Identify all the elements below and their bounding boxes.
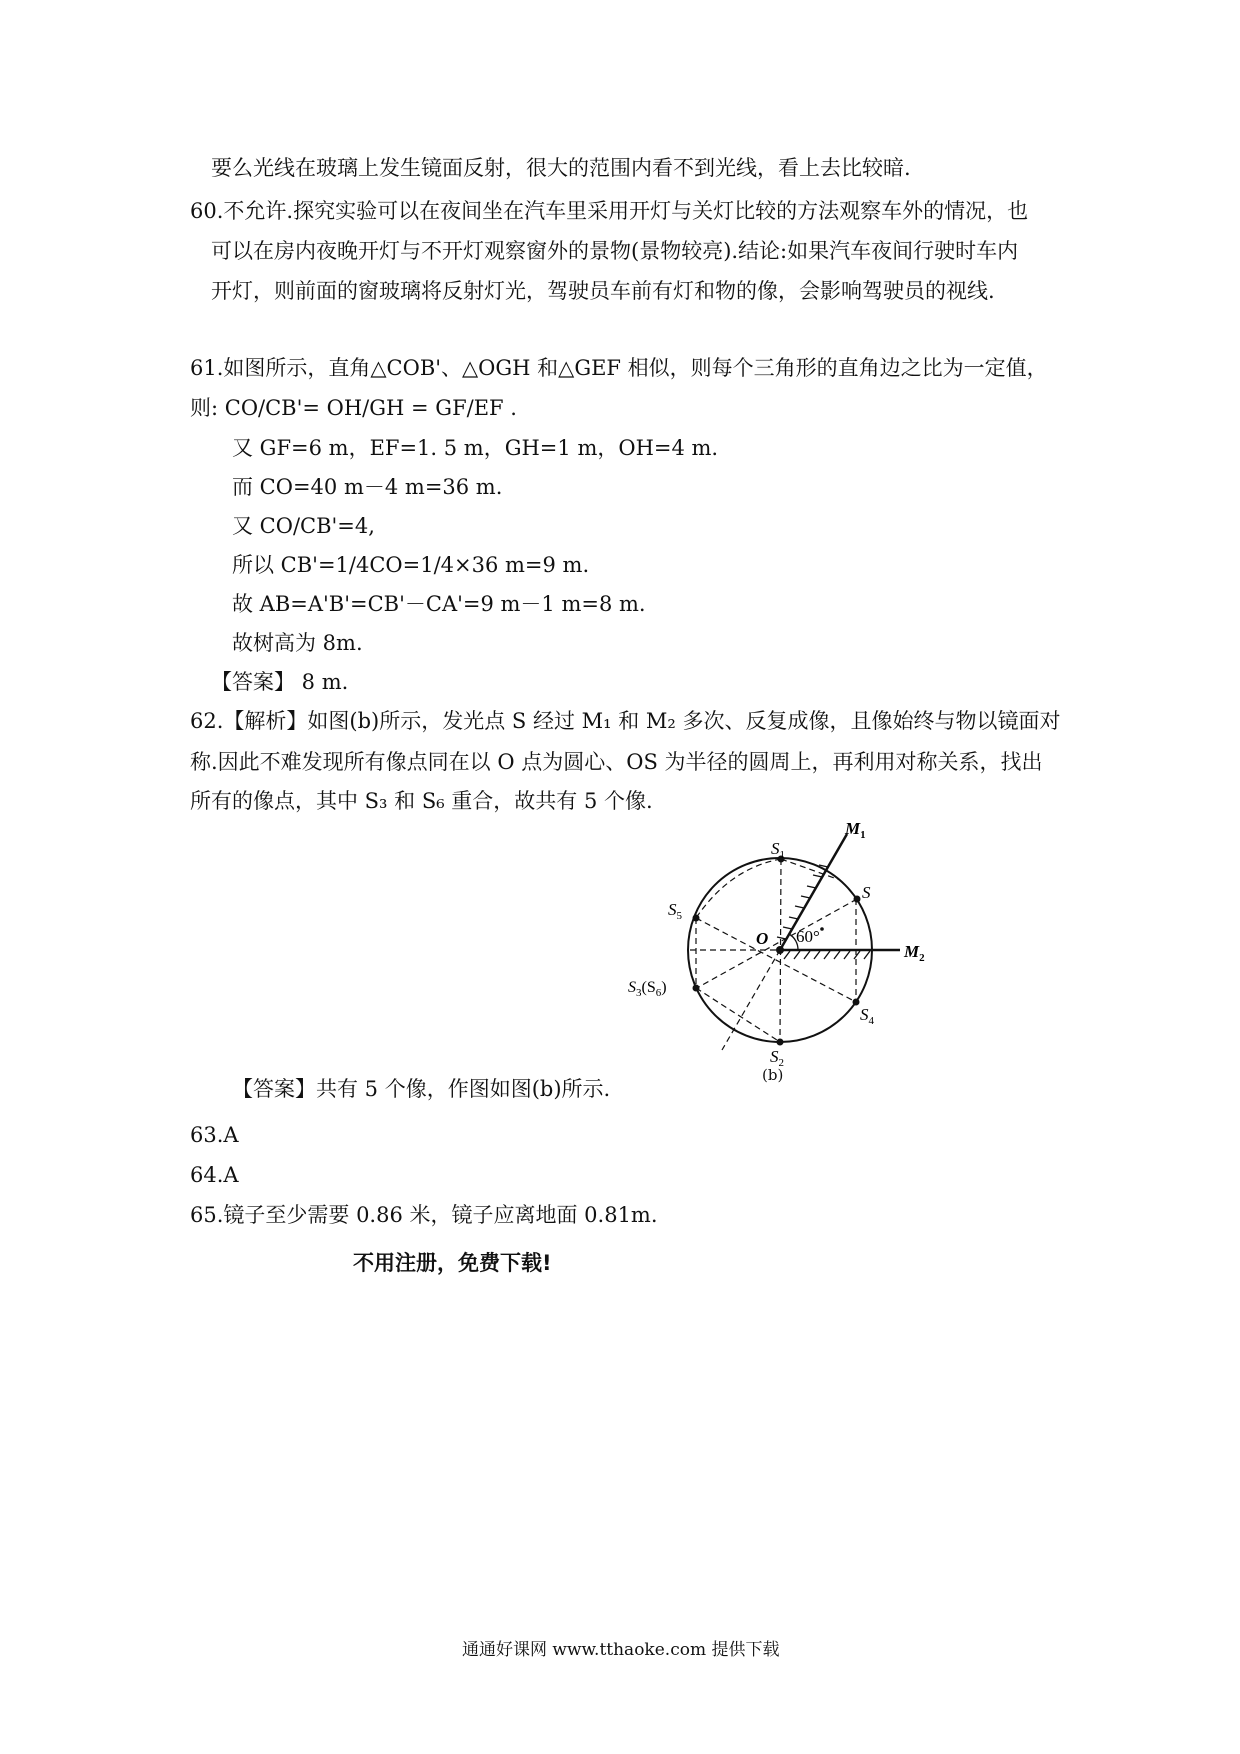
text-line: 开灯，则前面的窗玻璃将反射灯光，驾驶员车前有灯和物的像，会影响驾驶员的视线. — [211, 279, 995, 303]
point-s4 — [853, 999, 860, 1006]
text-line: 可以在房内夜晚开灯与不开灯观察窗外的景物(景物较亮).结论:如果汽车夜间行驶时车内 — [211, 239, 1019, 263]
text-line: 65.镜子至少需要 0.86 米，镜子应离地面 0.81m. — [190, 1203, 658, 1227]
text-line: 则: CO/CB'= OH/GH = GF/EF . — [190, 396, 517, 420]
text-line: 又 GF=6 m，EF=1. 5 m，GH=1 m，OH=4 m. — [232, 436, 719, 460]
promo-text: 不用注册，免费下载! — [353, 1251, 552, 1275]
figure-caption-text: (b) — [762, 1066, 784, 1084]
text-line: 所以 CB'=1/4CO=1/4×36 m=9 m. — [232, 553, 590, 577]
angle-dot — [820, 927, 824, 931]
text-line: 故树高为 8m. — [232, 631, 363, 655]
point-o — [776, 946, 784, 954]
label-s5: $S_5$ — [668, 900, 682, 922]
label-o: O — [756, 929, 769, 948]
page-footer: 通通好课网 www.tthaoke.com 提供下载 — [462, 1640, 780, 1660]
text-line: 60.不允许.探究实验可以在夜间坐在汽车里采用开灯与关灯比较的方法观察车外的情况，也 — [190, 199, 1029, 223]
label-m2: $M_2$ — [904, 942, 925, 964]
text-line: 而 CO=40 m－4 m=36 m. — [232, 475, 503, 499]
text-line: 63.A — [190, 1123, 239, 1147]
mirror-reflection-figure — [620, 820, 940, 1070]
answer-line: 【答案】 8 m. — [211, 670, 349, 694]
point-s — [854, 896, 861, 903]
text-line: 称.因此不难发现所有像点同在以 O 点为圆心、OS 为半径的圆周上，再利用对称关系，找出 — [190, 750, 1043, 774]
text-line: 64.A — [190, 1163, 239, 1187]
text-line: 又 CO/CB'=4, — [232, 514, 375, 538]
label-s4: $S_4$ — [860, 1005, 874, 1027]
label-angle: 60° — [796, 927, 820, 946]
label-m1: $M_1$ — [845, 820, 866, 841]
label-s2: $S_2$ — [770, 1047, 784, 1069]
label-s: S — [862, 883, 871, 902]
label-s1: $S_1$ — [771, 839, 785, 861]
text-line: 62.【解析】如图(b)所示，发光点 S 经过 M₁ 和 M₂ 多次、反复成像，且像始终与物以镜面对 — [190, 709, 1061, 733]
answer-line: 【答案】共有 5 个像，作图如图(b)所示. — [232, 1077, 611, 1101]
text-line: 61.如图所示，直角△COB'、△OGH 和△GEF 相似，则每个三角形的直角边之比为一定值， — [190, 356, 1048, 380]
point-s3s6 — [693, 985, 700, 992]
label-s3s6: $S_3(S_6)$ — [628, 979, 667, 999]
text-line: 故 AB=A'B'=CB'－CA'=9 m－1 m=8 m. — [232, 592, 646, 616]
mirror-m2-hatch — [784, 951, 870, 959]
text-line: 所有的像点，其中 S₃ 和 S₆ 重合，故共有 5 个像. — [190, 789, 653, 813]
point-s5 — [693, 915, 700, 922]
text-line: 要么光线在玻璃上发生镜面反射，很大的范围内看不到光线，看上去比较暗. — [211, 156, 911, 180]
construction-lines — [690, 859, 857, 1050]
point-s2 — [777, 1039, 784, 1046]
